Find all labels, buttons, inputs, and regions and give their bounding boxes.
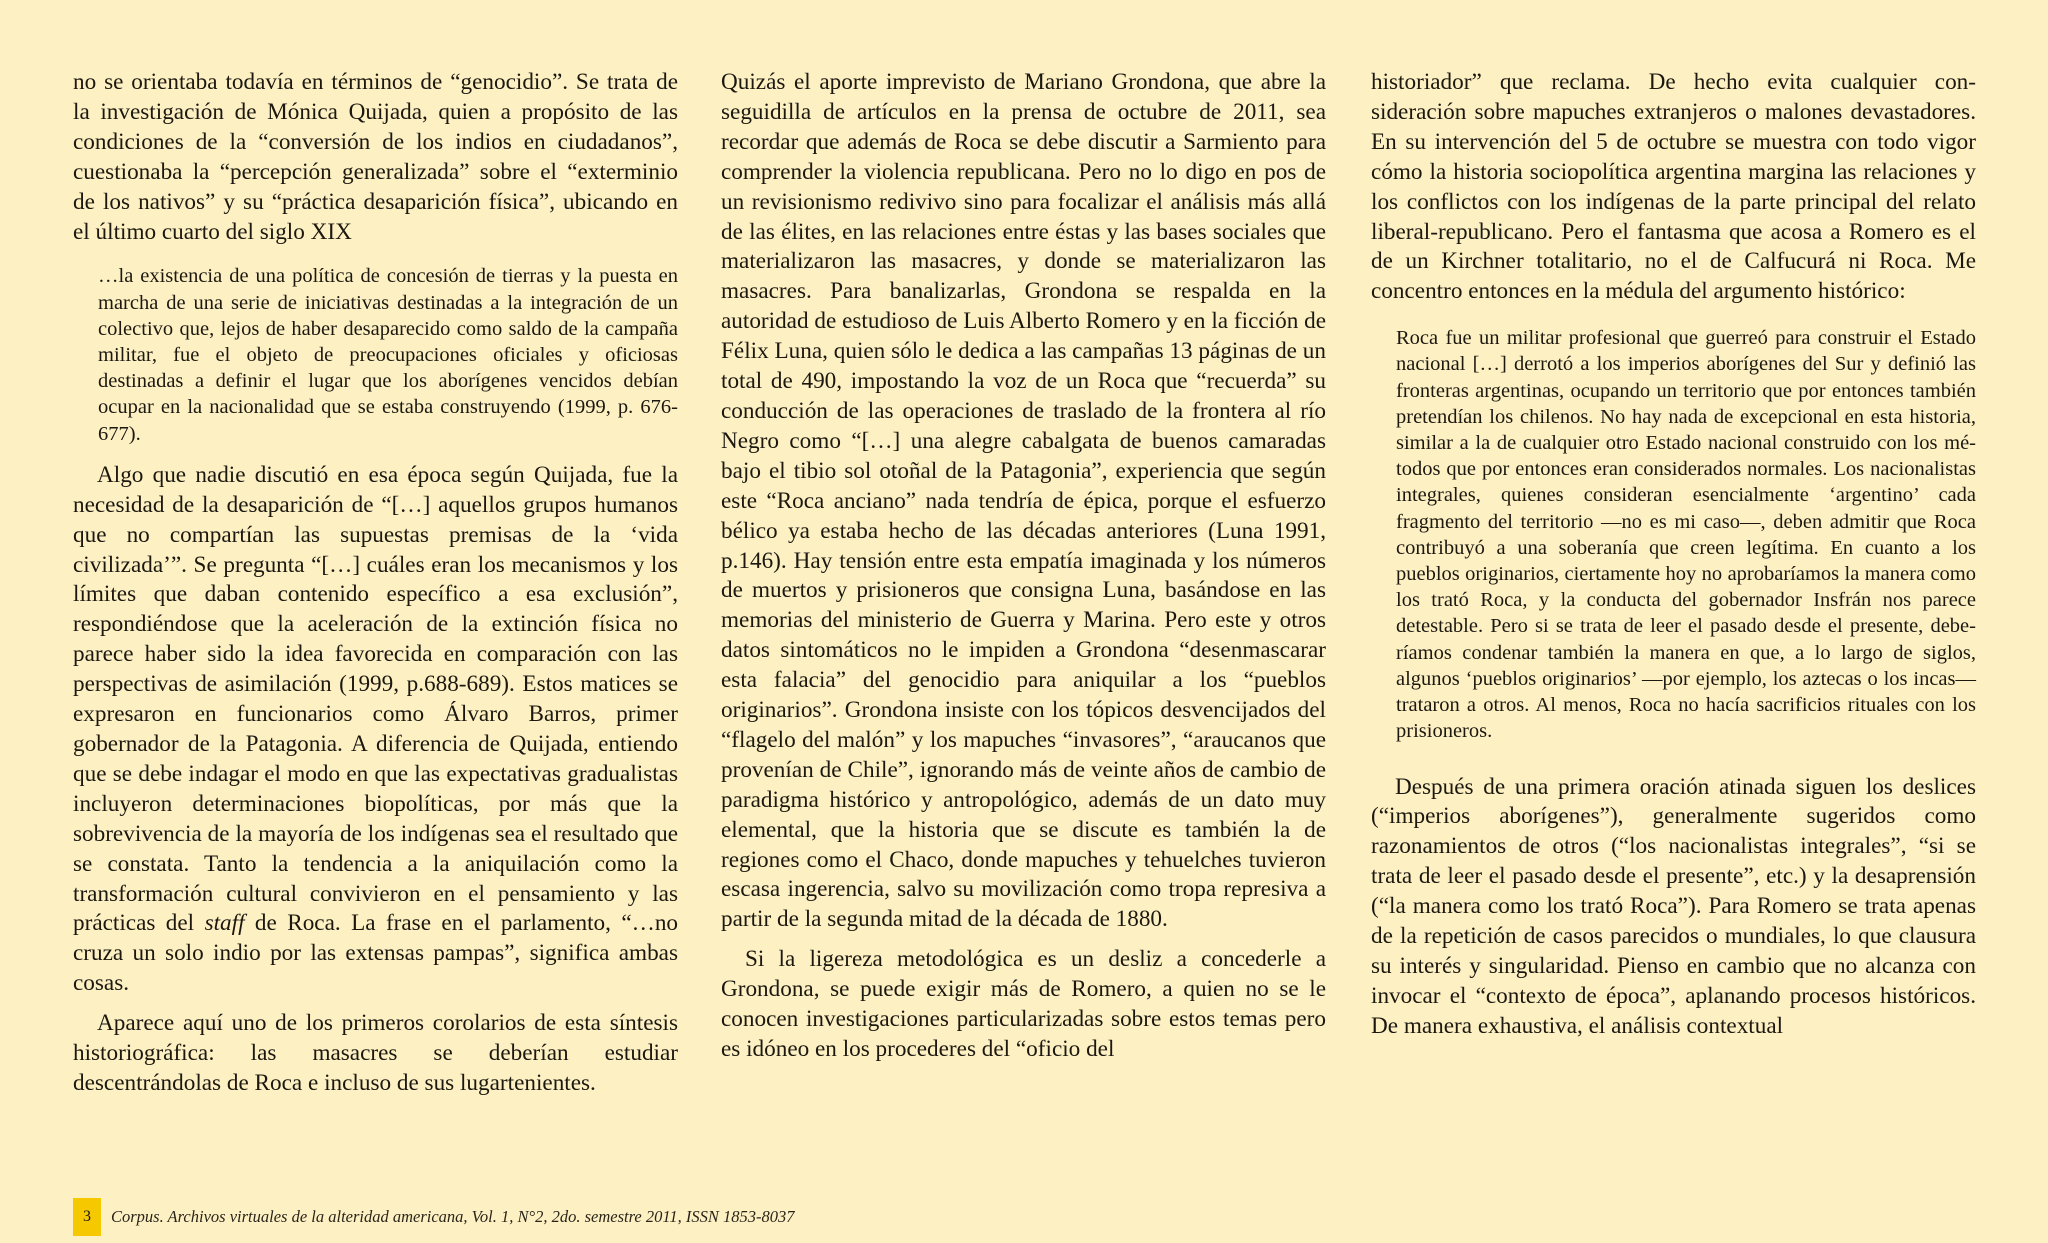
- column-left: [73, 68, 678, 1109]
- italic-term: staff: [204, 910, 245, 937]
- body-paragraph: Quizás el aporte imprevisto de Mariano Grondona, que abre la seguidilla de artículos en la prensa de octubre de 2011, sea recordar que además de Roca se debe discutir a Sarmiento para comprender la violencia republicana. Pero no lo digo en pos de un revisionismo redivivo sino para focalizar el análisis más allá de las élites, en las relaciones entre éstas y las bases sociales que materializaron las masacres, y donde se materializaron las masacres. Para banalizarlas, Grondona se respalda en la autoridad de estudioso de Luis Alberto Romero y en la ficción de Félix Luna, quien sólo le dedica a las campañas 13 páginas de un total de 490, impostando la voz de un Roca que “recuerda” su conducción de las operaciones de traslado de la frontera al río Negro como “[…] una alegre cabalgata de buenos camaradas bajo el tibio sol otoñal de la Patagonia”, experiencia que según este “Roca anciano” nada tendría de épica, porque el esfuerzo bélico ya estaba hecho de las décadas anteriores (Luna 1991, p.146). Hay tensión entre esta empatía imaginada y los números de muertos y prisioneros que consigna Luna, basándose en las memorias del ministerio de Guerra y Marina. Pero este y otros datos sintomáticos no le impiden a Grondona “desenmascarar esta falacia” del genocidio para aniquilar a los “pueblos originarios”. Grondona insiste con los tópicos desvencijados del “flagelo del malón” y los mapuches “invasores”, “araucanos que provenían de Chile”, ignorando más de veinte años de cambio de paradigma histórico y antropológico, además de un dato muy elemental, que la historia que se discute es también la de regiones como el Chaco, donde mapuches y tehuelches tuvieron escasa ingerencia, salvo su movilización como tropa represiva a partir de la segunda mitad de la década de 1880.: [721, 69, 1326, 933]
- body-paragraph: [73, 461, 678, 999]
- page-footer: [73, 1198, 795, 1236]
- body-paragraph: Después de una primera oración atinada siguen los deslices (“imperios aborígenes”), generalmente sugeridos como razonamientos de otros (“los nacionalistas integrales”, “si se trata de leer el pasado desde el presente”, etc.) y la desaprensión (“la manera como los trató Roca”). Para Romero se trata apenas de la repetición de casos parecidos o mundiales, lo que clausura su interés y singularidad. Pienso en cambio que no alcanza con invocar el “contexto de época”, aplanando procesos históricos. De manera exhaustiva, el análisis contextual: [1371, 773, 1976, 1039]
- body-paragraph: no se orientaba todavía en términos de “genocidio”. Se trata de la investigación de Mónica Quijada, quien a propósito de las condiciones de la “conversión de los indios en ciudadanos”, cuestionaba la “percepción generalizada” sobre el “exterminio de los nativos” y su “práctica desaparición física”, ubicando en el último cuarto del siglo XIX: [73, 69, 678, 245]
- paragraph-text: de Roca. La frase en el parlamento, “…no cruza un solo indio por las extensas pampas”, significa ambas cosas.: [73, 910, 679, 997]
- body-paragraph: Si la ligereza metodológica es un desliz a concederle a Grondona, se puede exigir más de Romero, a quien no se le conocen investigaciones particularizadas sobre estos temas pero es idóneo en los procederes del “oficio del: [721, 946, 1326, 1062]
- column-right: [1371, 68, 1976, 1052]
- page-number: 3: [73, 1198, 101, 1236]
- journal-citation: Corpus. Archivos virtuales de la alteridad americana, Vol. 1, N°2, 2do. semestre 2011, ISSN 1853-8037: [111, 1207, 795, 1226]
- block-quote: …la existencia de una política de concesión de tierras y la puesta en marcha de una serie de iniciativas destinadas a la integración de un colectivo que, lejos de haber desaparecido como saldo de la campaña militar, fue el objeto de preocupaciones oficiales y oficiosas destinadas a definir el lugar que los aborígenes vencidos debían ocupar en la nacionalidad que se estaba construyendo (1999, p. 676-677).: [98, 265, 678, 445]
- body-paragraph: historiador” que reclama. De hecho evita cualquier consideración sobre mapuches extranjeros o malones devastadores. En su intervención del 5 de octubre se muestra con todo vigor cómo la historia sociopolítica argentina margina las relaciones y los conflictos con los indígenas de la parte principal del relato liberal-republicano. Pero el fantasma que acosa a Romero es el de un Kirchner totalitario, no el de Calfucurá ni Roca. Me concentro entonces en la médula del argumento histórico:: [1371, 69, 1976, 305]
- paragraph-text: Algo que nadie discutió en esa época según Quijada, fue la necesidad de la desaparición de “[…] aquellos grupos humanos que no compartían las supuestas premisas de la ‘vida civilizada’”. Se pregunta “[…] cuáles eran los mecanismos y los límites que daban contenido específico a esa exclusión”, respondiéndose que la aceleración de la extinción física no parece haber sido la idea favorecida en comparación con las perspectivas de asimilación (1999, p.688-689). Estos matices se expresaron en funcionarios como Álvaro Barros, primer gobernador de la Patagonia. A diferencia de Quijada, entiendo que se debe indagar el modo en que las expectativas gradualistas incluyeron determinaciones biopolíticas, por más que la sobrevivencia de la mayoría de los indígenas sea el resultado que se constata. Tanto la tendencia a la aniquilación como la transformación cultural convivieron en el pensamiento y las prácticas del: [73, 461, 678, 937]
- block-quote: Roca fue un militar profesional que guerreó para construir el Estado nacional […] derrotó a los imperios aborígenes del Sur y definió las fronteras argentinas, ocupando un territorio que por entonces también pretendían los chilenos. No hay nada de excepcional en esta historia, similar a la de cualquier otro Estado nacional construido con los métodos que por entonces eran considerados normales. Los nacionalistas integrales, quienes consideran esencialmente ‘argentino’ cada fragmento del territorio —no es mi caso—, deben admitir que Roca contribuyó a una soberanía que creen legítima. En cuanto a los pueblos originarios, ciertamente hoy no aprobaríamos la manera como los trató Roca, y la conducta del gobernador Insfrán nos parece detestable. Pero si se trata de leer el pasado desde el presente, deberíamos condenar también la manera en que, a lo largo de siglos, algunos ‘pueblos originarios’ —por ejemplo, los aztecas o los incas— trataron a otros. Al menos, Roca no hacía sacrificios rituales con los prisioneros.: [1396, 327, 1976, 743]
- column-middle: [721, 68, 1326, 1075]
- body-paragraph: Aparece aquí uno de los primeros corolarios de esta síntesis historiográfica: las masacres se deberían estudiar descentrándolas de Roca e incluso de sus lugartenientes.: [73, 1010, 678, 1096]
